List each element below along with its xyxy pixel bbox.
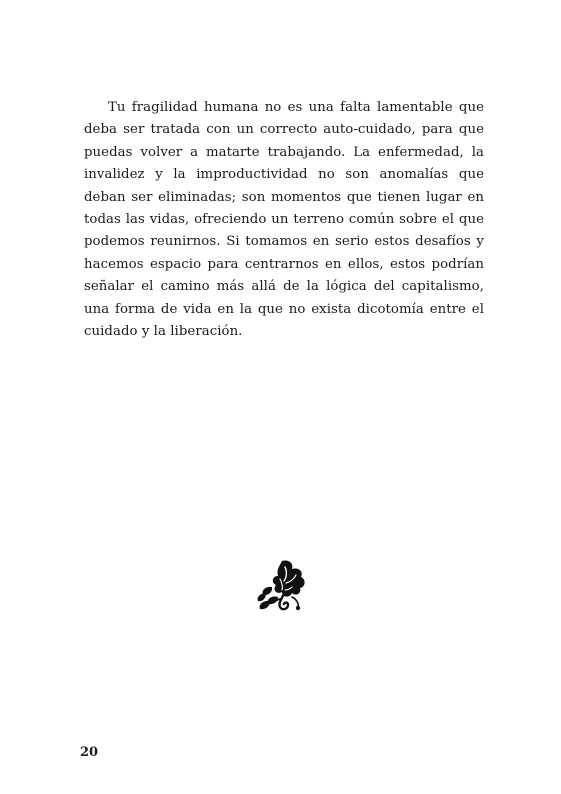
- page-number: 20: [80, 745, 99, 760]
- body-paragraph: Tu fragilidad humana no es una falta lamentable que deba ser tratada con un correcto auto-cuidado, para que puedas volver a matarte trabajando. La enfermedad, la invalidez y la improductividad no son anomalías que deban ser eliminadas; son momentos que tienen lugar en todas las vidas, ofreciendo un terreno común sobre el que podemos reunirnos. Si tomamos en serio estos desafíos y hacemos espacio para centrarnos en ellos, estos podrían señalar el camino más allá de la lógica del capitalismo, una forma de vida en la que no exista dicotomía entre el cuidado y la liberación.: [84, 100, 484, 340]
- floral-ornament-icon: [252, 557, 308, 613]
